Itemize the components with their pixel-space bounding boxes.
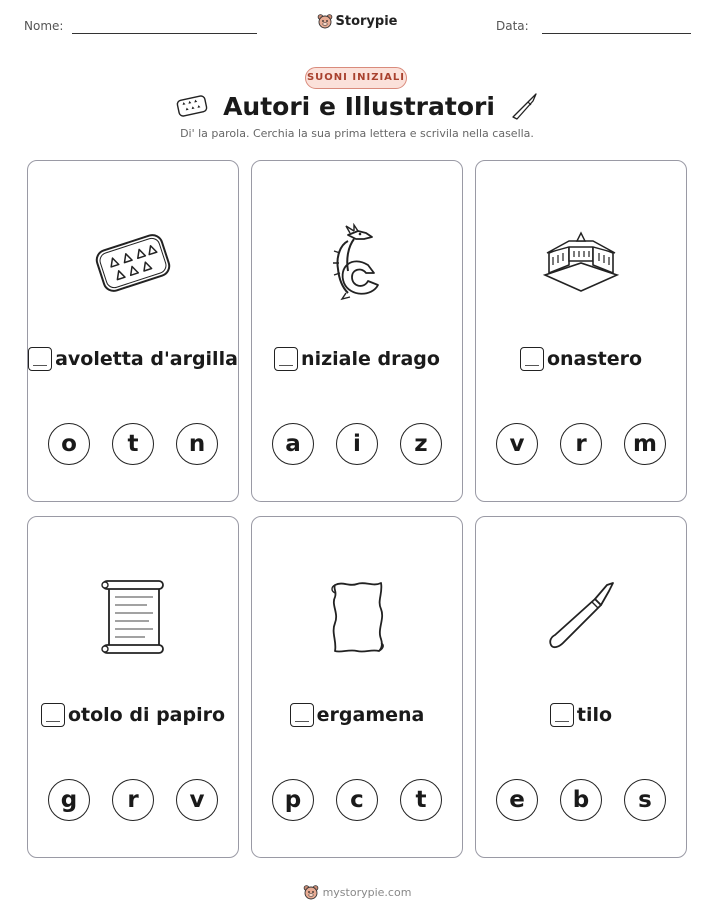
word-card	[251, 516, 463, 858]
letter-option[interactable]: g	[48, 779, 90, 821]
name-line[interactable]	[72, 33, 257, 34]
stylus-icon	[543, 579, 619, 655]
page-title: Autori e Illustratori	[223, 91, 495, 121]
letter-options	[252, 423, 462, 465]
word-card	[475, 516, 687, 858]
word-row	[28, 347, 238, 371]
letter-options	[476, 423, 686, 465]
stylus-icon	[509, 91, 539, 121]
word-card	[27, 516, 239, 858]
bear-logo-icon	[317, 13, 333, 29]
letter-option[interactable]: s	[624, 779, 666, 821]
papyrus-scroll-icon	[97, 577, 169, 657]
word-text: niziale drago	[301, 348, 440, 370]
letter-option[interactable]: z	[400, 423, 442, 465]
letter-option[interactable]: p	[272, 779, 314, 821]
bear-logo-icon	[303, 884, 319, 900]
word-text: ergamena	[316, 704, 425, 726]
section-badge: SUONI INIZIALI	[305, 67, 407, 89]
brand	[0, 13, 714, 33]
brand-name: Storypie	[335, 13, 398, 29]
card-picture	[252, 575, 462, 659]
letter-options	[28, 423, 238, 465]
letter-options	[476, 779, 686, 821]
word-row	[252, 703, 462, 727]
date-label: Data:	[496, 19, 529, 33]
letter-option[interactable]: r	[560, 423, 602, 465]
letter-option[interactable]: v	[176, 779, 218, 821]
clay-tablet-icon	[175, 94, 209, 118]
letter-option[interactable]: v	[496, 423, 538, 465]
answer-box[interactable]	[28, 347, 52, 371]
word-row	[28, 703, 238, 727]
letter-option[interactable]: t	[112, 423, 154, 465]
letter-option[interactable]: n	[176, 423, 218, 465]
letter-option[interactable]: o	[48, 423, 90, 465]
date-line[interactable]	[542, 33, 691, 34]
answer-box[interactable]	[274, 347, 298, 371]
footer	[0, 884, 714, 900]
word-text: tilo	[576, 704, 613, 726]
instructions: Di' la parola. Cerchia la sua prima lettera e scrivila nella casella.	[180, 127, 534, 140]
letter-options	[252, 779, 462, 821]
word-card	[251, 160, 463, 502]
word-text: onastero	[546, 348, 643, 370]
word-card	[475, 160, 687, 502]
letter-option[interactable]: b	[560, 779, 602, 821]
letter-option[interactable]: e	[496, 779, 538, 821]
answer-box[interactable]	[520, 347, 544, 371]
footer-url[interactable]: mystorypie.com	[322, 885, 412, 899]
word-card	[27, 160, 239, 502]
dragon-letter-icon	[322, 223, 392, 303]
letter-option[interactable]: t	[400, 779, 442, 821]
card-picture	[28, 221, 238, 305]
word-text: avoletta d'argilla	[55, 348, 238, 370]
letter-option[interactable]: c	[336, 779, 378, 821]
word-row	[476, 347, 686, 371]
parchment-icon	[325, 579, 389, 655]
card-picture	[476, 221, 686, 305]
letter-option[interactable]: a	[272, 423, 314, 465]
monastery-icon	[539, 231, 623, 295]
letter-option[interactable]: i	[336, 423, 378, 465]
answer-box[interactable]	[550, 703, 574, 727]
answer-box[interactable]	[41, 703, 65, 727]
answer-box[interactable]	[290, 703, 314, 727]
card-picture	[28, 575, 238, 659]
card-picture	[252, 221, 462, 305]
title-row	[0, 91, 714, 121]
word-row	[476, 703, 686, 727]
word-row	[252, 347, 462, 371]
letter-option[interactable]: m	[624, 423, 666, 465]
name-label: Nome:	[24, 19, 64, 33]
card-picture	[476, 575, 686, 659]
letter-options	[28, 779, 238, 821]
clay-tablet-icon	[91, 228, 175, 298]
letter-option[interactable]: r	[112, 779, 154, 821]
word-text: otolo di papiro	[67, 704, 226, 726]
